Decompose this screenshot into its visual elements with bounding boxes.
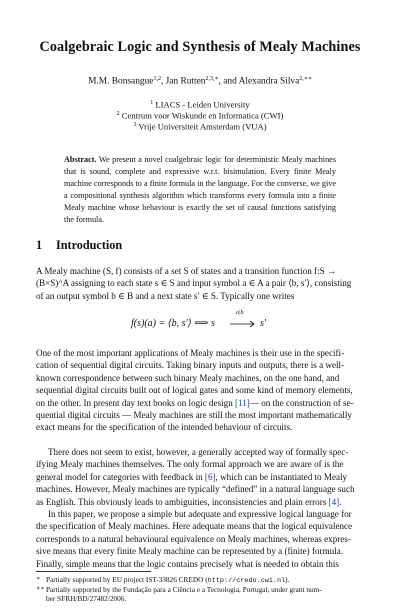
text-line xyxy=(36,496,364,508)
citation-link[interactable]: [6] xyxy=(204,471,216,482)
text-line: of an output symbol b ∈ B and a next state s′ ∈ S. Typically one writes xyxy=(36,290,295,301)
section-heading xyxy=(36,238,122,253)
author-name: Alexandra Silva xyxy=(238,76,300,87)
transition-formula xyxy=(0,310,400,334)
abstract-label: Abstract. xyxy=(64,155,97,164)
abstract xyxy=(64,154,336,225)
section-title: Introduction xyxy=(56,238,123,252)
author-separator: , and xyxy=(218,76,239,87)
text-fragment: , which can be instantiated to Mealy xyxy=(215,471,348,482)
formula-rhs: s′ xyxy=(260,318,267,329)
text-line: A Mealy machine (S, f) consists of a set S of states and a transition function f:S → xyxy=(36,266,337,276)
author-separator: , xyxy=(160,76,166,87)
citation-link[interactable]: [4] xyxy=(328,496,340,507)
text-line: sequential digital circuits built out of logical gates and some kind of memory elements, xyxy=(36,385,353,396)
text-line: quential digital circuits — Mealy machines are still the most important mathematically xyxy=(36,410,352,421)
text-line: ifying Mealy machines themselves. The only formal approach we are aware of is the xyxy=(36,459,344,470)
text-line: the specification of Mealy machines. Here adequate means that the logical equivalence xyxy=(36,521,353,532)
paper-title: Coalgebraic Logic and Synthesis of Mealy Machines xyxy=(39,39,361,55)
text-line: cation of sequential digital circuits. Taking binary inputs and outputs, there is a well- xyxy=(36,360,345,371)
paragraph-proposal xyxy=(36,508,364,570)
affiliation-number: 1 xyxy=(150,100,154,106)
formula-lhs: f(s)(a) = ⟨b, s′⟩ ⟺ s xyxy=(131,318,215,329)
text-fragment: general model for categories with feedback in xyxy=(36,471,205,482)
footnote-text: Partially supported by EU project IST-33826 CREDO ( xyxy=(46,575,208,584)
transition-arrow-icon xyxy=(228,316,258,330)
text-line: (B×S)^A assigning to each state s ∈ S and input symbol a ∈ A a pair ⟨b, s′⟩, consisting xyxy=(36,278,352,289)
text-fragment: — on the construction of se- xyxy=(249,397,354,408)
author-list xyxy=(0,75,400,87)
text-fragment: . xyxy=(339,496,342,507)
footnote-text: ). xyxy=(285,575,290,584)
affiliation-number: 3 xyxy=(133,122,137,128)
affiliation-text: Centrum voor Wiskunde en Informatica (CWI) xyxy=(119,110,284,121)
text-fragment: on the other. In present day text books on logic design xyxy=(36,397,236,408)
paragraph-applications xyxy=(36,347,364,434)
text-line: corresponds to a natural behavioural equivalence on Mealy machines, whereas expres- xyxy=(36,533,351,544)
text-line: There does not seem to exist, however, a generally accepted way of formally spec- xyxy=(48,447,349,457)
formula-arrow-label: a|b xyxy=(236,310,244,316)
text-line xyxy=(36,471,364,483)
affiliation xyxy=(0,120,400,133)
abstract-text: We present a novel coalgebraic logic for deterministic Mealy machines that is sound, complete and expressive w.r.t. bisimulation. Every finite Mealy machine corresponds to a finite formula in the language. For the converse, we give a compositional synthesis algorithm which transforms every formula into a finite Mealy machine whose behaviour is exactly the set of causal functions satisfying the formula. xyxy=(64,155,336,224)
footnote-mark: ∗∗ xyxy=(36,586,45,592)
author-affiliation-mark: 2,∗∗ xyxy=(299,76,312,82)
text-line: exact means for the specification of the intended behaviour of circuits. xyxy=(36,422,293,433)
footnote-rule xyxy=(36,571,151,572)
affiliation-text: LIACS - Leiden University xyxy=(153,99,250,110)
text-line: sive means that every finite Mealy machine can be represented by a (finite) formula. xyxy=(36,546,344,557)
author-affiliation-mark: 2,3,∗ xyxy=(205,76,219,82)
footnote-text: Partially supported by the Fundação para a Ciência e a Tecnologia, Portugal, under grant num- xyxy=(46,585,322,594)
section-number: 1 xyxy=(36,238,43,252)
citation-link[interactable]: [11] xyxy=(235,397,250,408)
footnote-url-link[interactable]: http://credo.cwi.nl xyxy=(207,577,286,585)
text-line xyxy=(36,397,364,409)
text-line: Finally, simple means that the logic contains precisely what is needed to obtain this xyxy=(36,558,339,569)
text-line: machines. However, Mealy machines are typically “defined” in a natural language such xyxy=(36,484,355,495)
intro-paragraph xyxy=(36,265,364,302)
footnote-continuation: ber SFRH/BD/27482/2006. xyxy=(46,594,127,603)
footnote-mark: ∗ xyxy=(36,576,41,582)
text-line: One of the most important applications of Mealy machines is their use in the specifi- xyxy=(36,348,345,358)
paragraph-specification xyxy=(36,446,364,508)
text-line: known correspondence between such binary Mealy machines, on the one hand, and xyxy=(36,372,340,383)
text-line: In this paper, we propose a simple but adequate and expressive logical language for xyxy=(48,509,352,519)
affiliation-text: Vrije Universiteit Amsterdam (VUA) xyxy=(136,121,267,132)
author-name: M.M. Bonsangue xyxy=(88,76,154,87)
author-name: Jan Rutten xyxy=(165,76,206,87)
affiliation-number: 2 xyxy=(116,111,120,117)
author-affiliation-mark: 1,2 xyxy=(153,76,161,82)
text-fragment: as English. This obviously leads to ambiguities, inconsistencies and plain errors xyxy=(36,496,329,507)
